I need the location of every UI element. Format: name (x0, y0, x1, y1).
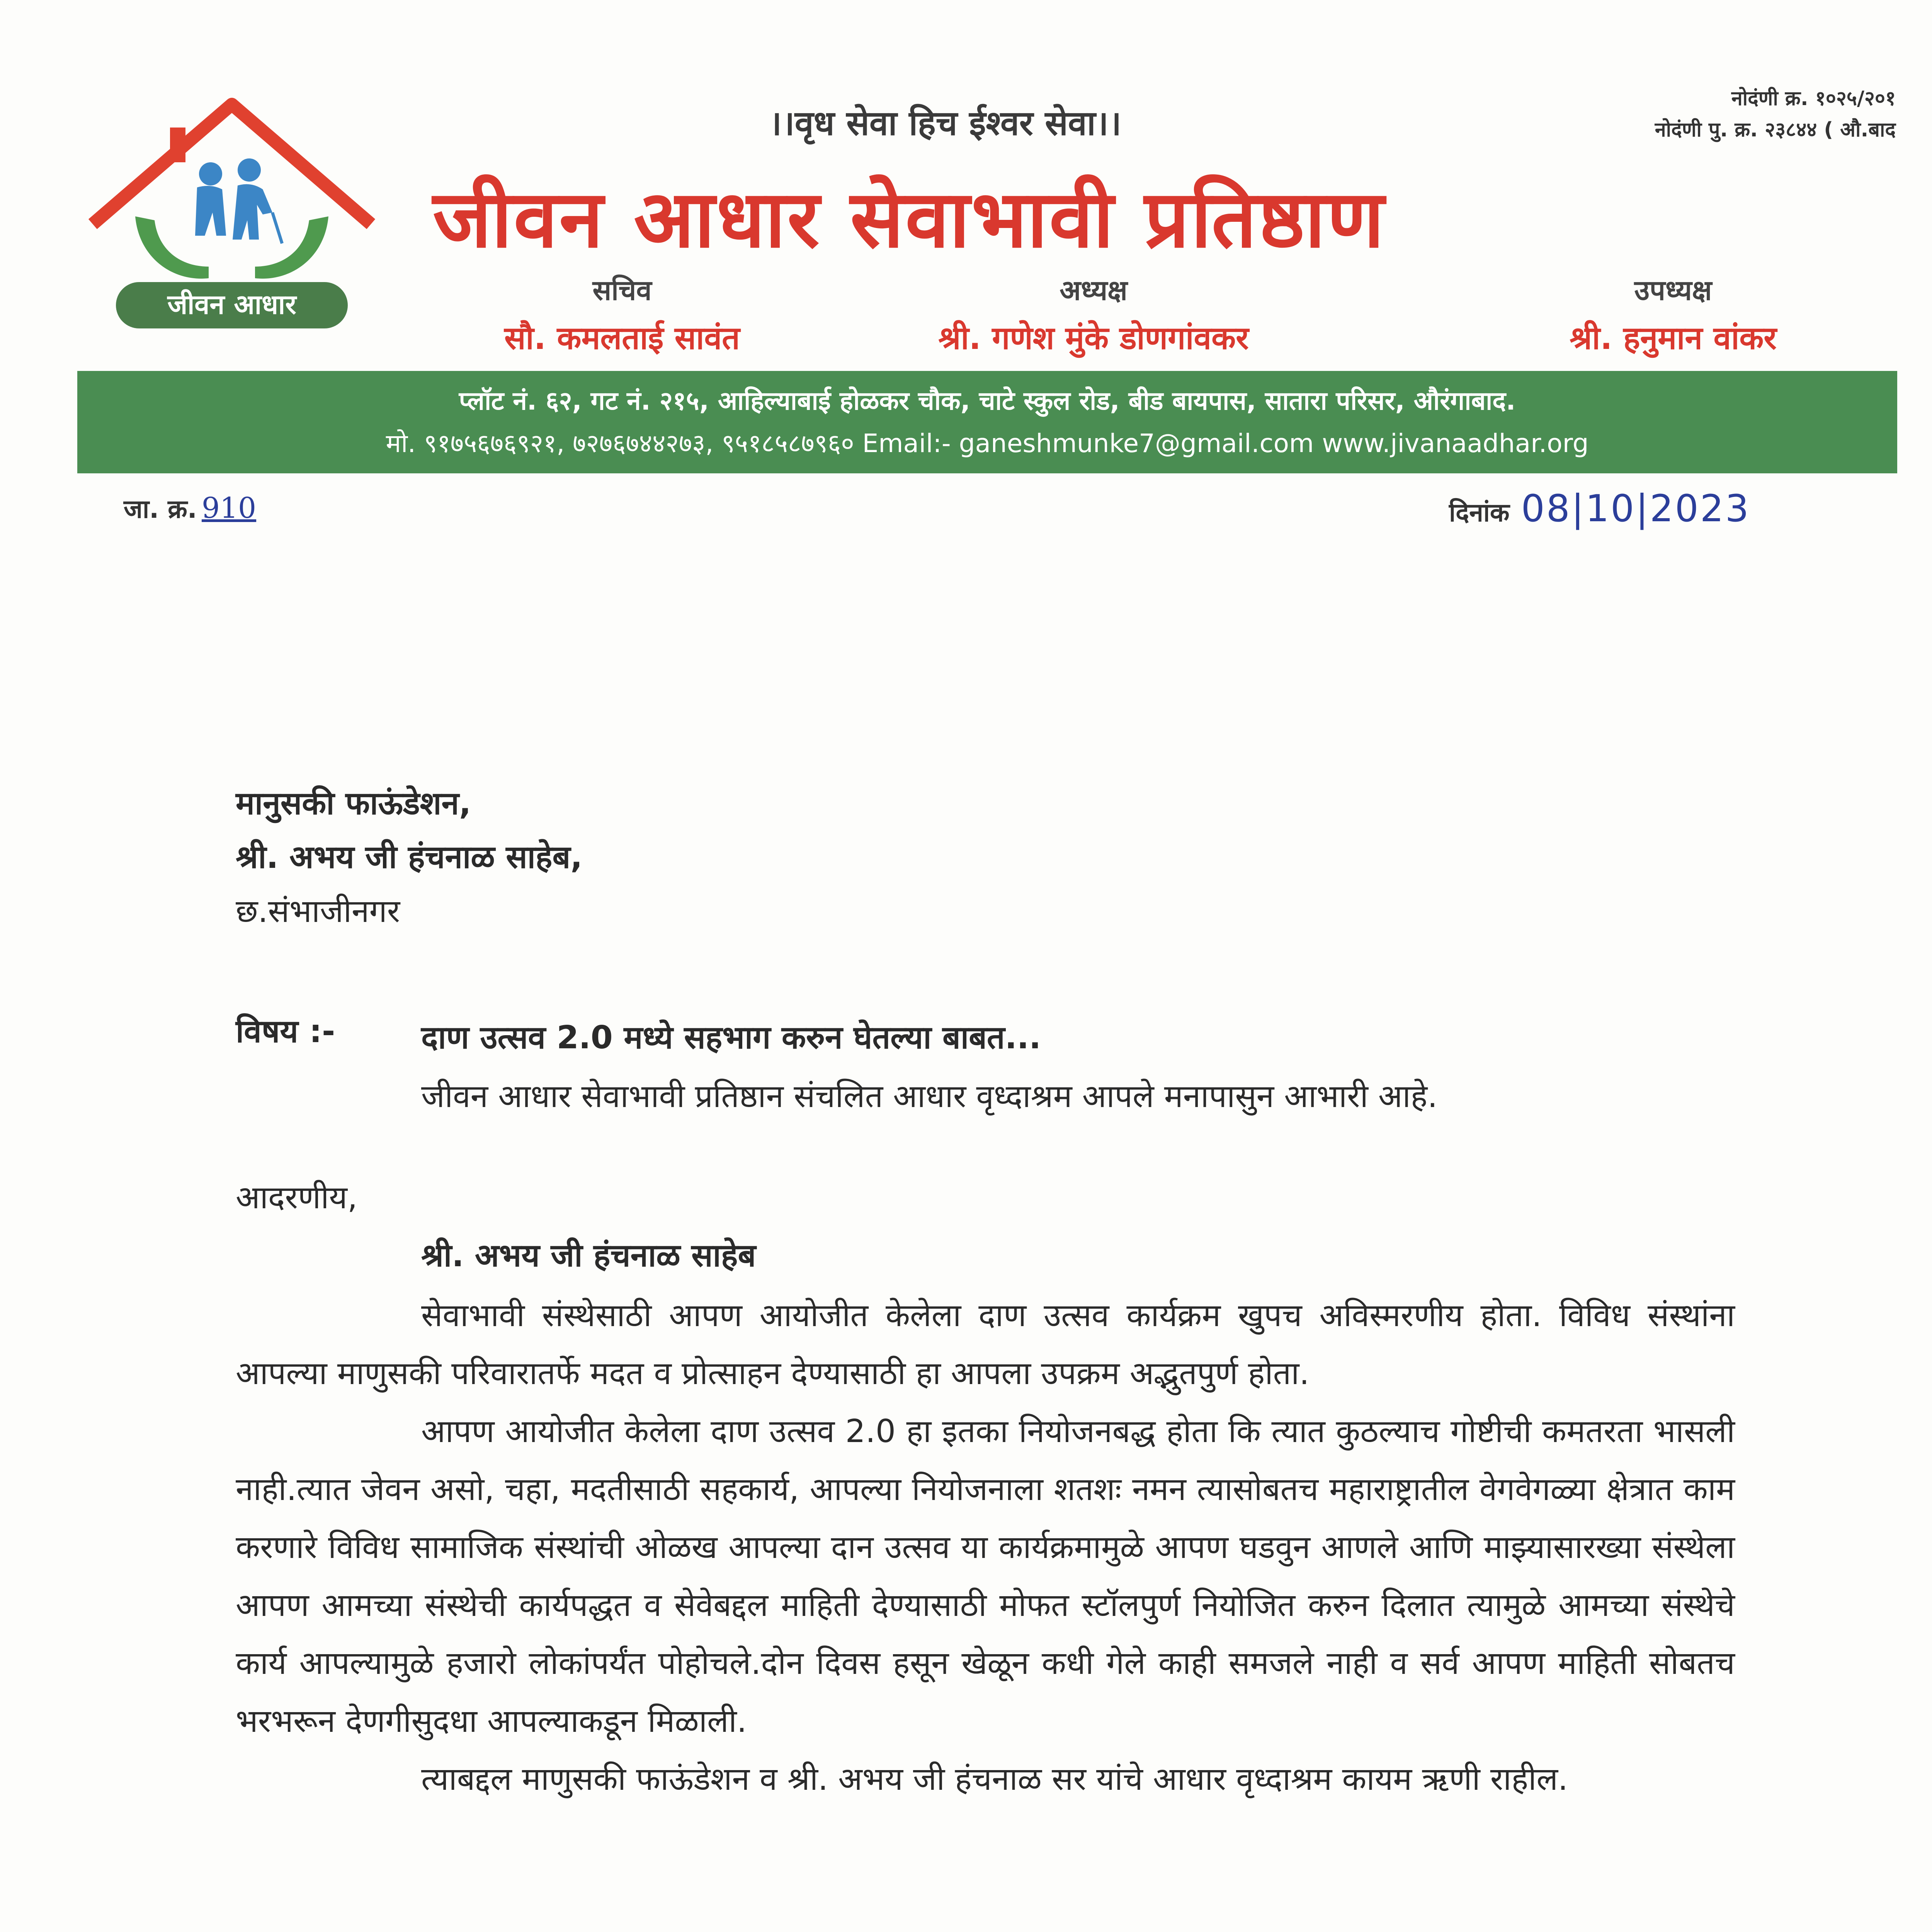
officer-role: सचिव (592, 274, 652, 306)
paragraph-1: सेवाभावी संस्थेसाठी आपण आयोजीत केलेला दाण उत्सव कार्यक्रम खुपच अविस्मरणीय होता. विविध संस्थांना आपल्या माणुसकी परिवारातर्फे मदत व प्रोत्साहन देण्यासाठी हा आपला उपक्रम अद्भुतपुर्ण होता. (236, 1297, 1735, 1392)
officer-secretary (410, 270, 835, 359)
salutation: आदरणीय, (236, 1179, 358, 1216)
organization-name: जीवन आधार सेवाभावी प्रतिष्ठाण (433, 173, 1386, 265)
officer-name: श्री. हनुमान वांकर (1570, 320, 1777, 357)
registration-numbers (1655, 83, 1896, 145)
recipient-city: छ.संभाजीनगर (236, 893, 400, 930)
paragraph-2: आपण आयोजीत केलेला दाण उत्सव 2.0 हा इतका नियोजनबद्ध होता कि त्यात कुठल्याच गोष्टीची कमतरता भासली नाही.त्यात जेवन असो, चहा, मदतीसाठी सहकार्य, आपल्या नियोजनाला शतशः नमन त्यासोबतच महाराष्ट्रातील वेगवेगळ्या क्षेत्रात काम करणारे विविध सामाजिक संस्थांची ओळख आपल्या दान उत्सव या कार्यक्रमामुळे आपण घडवुन आणले आणि माझ्यासारख्या संस्थेला आपण आमच्या संस्थेची कार्यपद्धत व सेवेबद्दल माहिती देण्यासाठी मोफत स्टॉलपुर्ण नियोजित करुन दिलात त्यामुळे आमच्या संस्थेचे कार्य आपल्यामुळे हजारो लोकांपर्यंत पोहोचले.दोन दिवस हसून खेळून कधी गेले काही समजले नाही व सर्व आपण माहिती सोबतच भरभरून देणगीसुदधा आपल्याकडून मिळाली. (236, 1413, 1735, 1740)
office-address: प्लॉट नं. ६२, गट नं. २१५, आहिल्याबाई होळकर चौक, चाटे स्कुल रोड, बीड बायपास, सातारा परिसर, औरंगाबाद. (459, 386, 1516, 416)
date-value: 08|10|2023 (1521, 487, 1750, 530)
officer-role: अध्यक्ष (1060, 274, 1128, 306)
paragraph-3: त्याबद्दल माणुसकी फाऊंडेशन व श्री. अभय जी हंचनाळ सर यांचे आधार वृध्दाश्रम कायम ऋणी राहील. (421, 1761, 1568, 1798)
recipient-organization: मानुसकी फाऊंडेशन, (236, 785, 471, 822)
registration-line-2: नोदंणी पु. क्र. २३८४४ ( औ.बाद (1655, 118, 1896, 141)
officer-vice-president (1461, 270, 1886, 359)
subject-label: विषय :- (236, 1013, 335, 1050)
recipient-name: श्री. अभय जी हंचनाळ साहेब, (236, 839, 583, 876)
organization-logo (81, 97, 383, 336)
reference-number (124, 491, 256, 526)
salutation-name: श्री. अभय जी हंचनाळ साहेब (421, 1237, 756, 1274)
date-label: दिनांक (1449, 498, 1510, 527)
contact-details: मो. ९१७५६७६९२१, ७२७६७४४२७३, ९५१८५८७९६० Email:- ganeshmunke7@gmail.com www.jivanaadhar.org (386, 429, 1589, 458)
subject (421, 1009, 1735, 1126)
contact-band (77, 371, 1897, 473)
officer-name: सौ. कमलताई सावंत (504, 320, 740, 357)
subject-title: दाण उत्सव 2.0 मध्ये सहभाग करुन घेतल्या बाबत... (421, 1019, 1041, 1056)
officer-president (881, 270, 1306, 359)
reference-value: 910 (201, 492, 257, 525)
motto: ।।वृध सेवा हिच ईश्वर सेवा।। (769, 103, 1122, 143)
officer-role: उपध्यक्ष (1634, 274, 1712, 306)
registration-line-1: नोदंणी क्र. १०२५/२०१ (1731, 87, 1896, 110)
logo-label: जीवन आधार (167, 289, 296, 320)
officer-name: श्री. गणेश मुंके डोणगांवकर (938, 320, 1249, 357)
recipient-address (236, 777, 582, 938)
letter-body (236, 1287, 1735, 1808)
subject-body: जीवन आधार सेवाभावी प्रतिष्ठान संचलित आधार वृध्दाश्रम आपले मनापासुन आभारी आहे. (421, 1078, 1438, 1115)
reference-label: जा. क्र. (124, 494, 197, 524)
letter-date (1449, 487, 1750, 530)
